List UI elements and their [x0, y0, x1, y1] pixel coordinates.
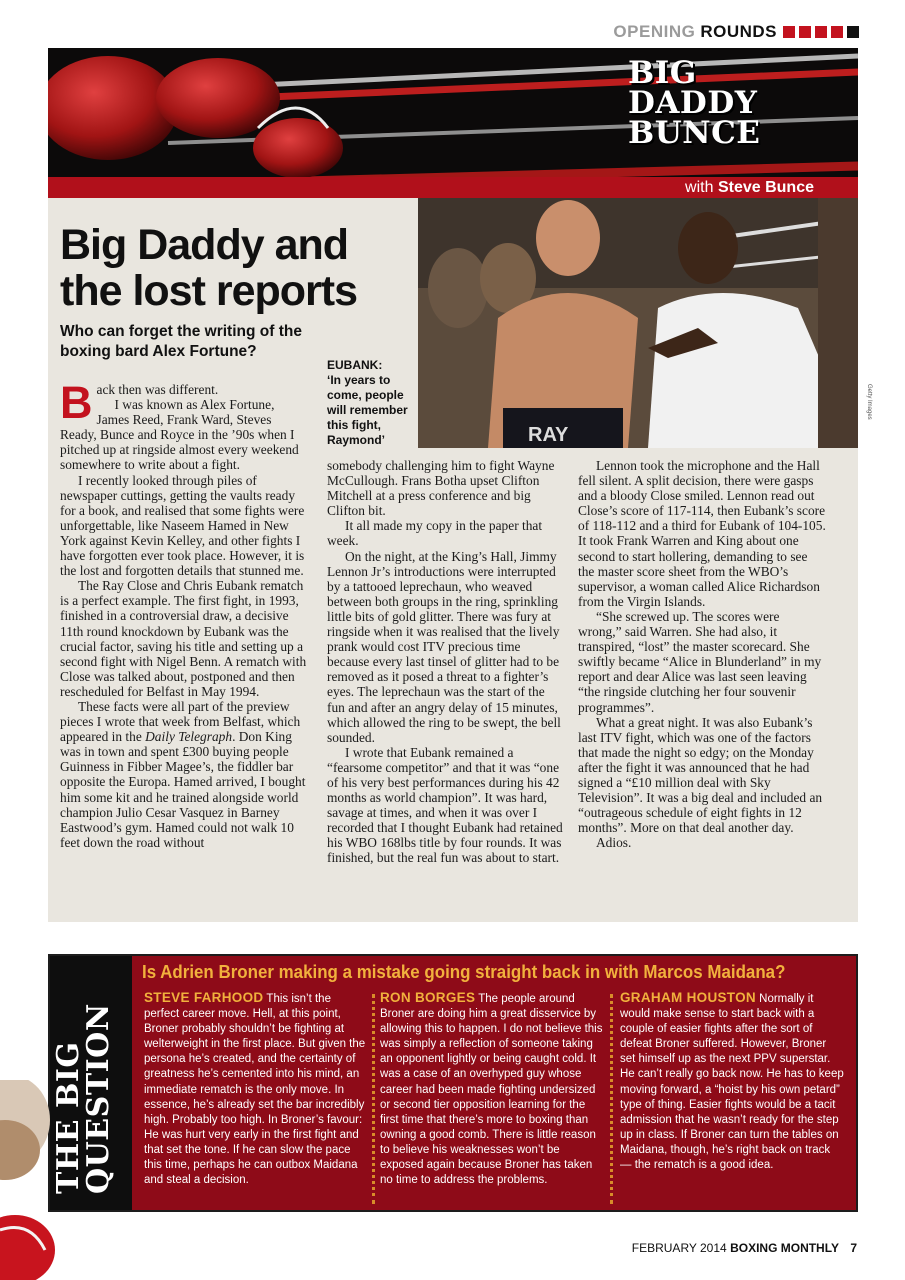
photo-credit: Getty Images [866, 384, 872, 420]
article-paragraph: somebody challenging him to fight Wayne McCullough. Frans Botha upset Clifton Mitchell at a press conference and big Clifton bit. [327, 458, 555, 519]
article-paragraph: I was known as Alex Fortune, James Reed, Frank Ward, Steves Ready, Bunce and Royce in the ’90s when I pitched up at ringside almost every weekend somewhere to write about a fight. [60, 397, 299, 473]
answer-name: RON BORGES [380, 990, 476, 1005]
page-number: 7 [850, 1241, 857, 1255]
article-standfirst: Who can forget the writing of the boxing bard Alex Fortune? [60, 323, 302, 360]
article-paragraph: The Ray Close and Chris Eubank rematch is a perfect example. The first fight, in 1993, finished in a controversial draw, a decisive 11th round knockdown by Eubank was the crucial factor, saving his title and setting up a second fight with Nigel Benn. A rematch with Close was talked about, postponed and then rescheduled for Belfast in May 1994. [60, 578, 307, 699]
byline [685, 177, 814, 199]
article-paragraph: I wrote that Eubank remained a “fearsome competitor” and that it was “one of his very best performances during his 42 months as world champion”. It was hard, savage at times, and when it was over I recorded that I thought Eubank had retained his WBO 168lbs title by four rounds. It was finished, but the real fun was about to start. [327, 744, 563, 866]
section-prefix: OPENING [613, 22, 696, 41]
caption-quote: ‘In years to come, people will remember this fight, Raymond’ [327, 373, 408, 447]
big-question-title-line: THE BIG [51, 1041, 86, 1194]
answer-name: STEVE FARHOOD [144, 990, 264, 1005]
article-column-1 [60, 377, 308, 850]
byline-bar [48, 177, 858, 199]
article-column-3 [578, 458, 826, 850]
article-paragraph: On the night, at the King’s Hall, Jimmy Lennon Jr’s introductions were interrupted by a tattooed leprechaun, who weaved between both groups in the ring, sprinkling little bits of gold glitter. There was fury at ringside when it was realised that the lively prank would cost ITV precious time because every last tinsel of glitter had to be removed as it posed a threat to a fighter’s eyes. The leprechaun was the start of the fun and after an angry delay of 15 minutes, which allowed the ring to be swept, the bell sounded. [327, 548, 561, 745]
paragraph-text: These facts were all part of the preview pieces I wrote that week from Belfast, which appeared in the [60, 698, 301, 745]
big-question-text: Is Adrien Broner making a mistake going straight back in with Marcos Maidana? [142, 962, 786, 982]
answer-text: This isn’t the perfect career move. Hell, at this point, Broner probably shouldn’t be fighting at welterweight in the first place. But given the persona he’s created, and the certainty of greatness he’s cemented into his mind, an immediate rematch is the only move. In essence, he’s already set the bar incredibly high. Probably too high. In Broner’s favour: He was hurt very early in the first fight and that set the tone. If he can slow the pace this time, perhaps he can outbox Maidana and steal a decision. [144, 993, 366, 1187]
answer-text: The people around Broner are doing him a great disservice by allowing this to happen. I do not believe this was simply a reflection of someone taking an opponent lightly or being caught cold. It was a case of an overhyped guy whose career had been made fighting undersized or second tier opposition learning for the first time that there’s more to boxing than owning a good comb. There is little reason to believe his weaknesses won’t be exposed again because Broner has taken no time to address the problems. [380, 993, 603, 1187]
footer-date: FEBRUARY 2014 [631, 1241, 727, 1255]
section-square [783, 26, 795, 38]
photo-caption [327, 358, 417, 448]
section-squares [783, 26, 859, 38]
article-paragraph: It all made my copy in the paper that week. [327, 518, 543, 549]
boxers-photo-image [418, 198, 858, 448]
boxers-photo [418, 198, 858, 448]
answer-name: GRAHAM HOUSTON [620, 990, 756, 1005]
column-title-line: BIG [628, 55, 697, 91]
dropcap: B [60, 377, 93, 428]
dotted-divider [372, 994, 375, 1204]
answer-farhood [144, 990, 368, 1188]
article-column-2 [327, 458, 563, 866]
section-tag [613, 22, 859, 42]
big-question-side [50, 956, 132, 1210]
column-title-line: DADDY [628, 85, 758, 121]
page-footer [632, 1241, 857, 1255]
big-question-title-line: QUESTION [81, 1003, 116, 1194]
column-banner [48, 48, 858, 198]
answer-houston [620, 990, 844, 1173]
caption-label: EUBANK: [327, 358, 383, 372]
paragraph-text: . Don King was in town and spent £300 buying people Guinness in Fibber Magee’s, the fiddler bar opposite the Europa. Hamed arrived, I bought him some kit and he trained alongside world champion Julio Cesar Vasquez in Barney Eastwood’s gym. Hamed could not walk 10 feet down the road without [60, 729, 306, 850]
corner-glove-image [0, 1080, 60, 1280]
article-paragraph: “She screwed up. The scores were wrong,” said Warren. She had also, it transpired, “lost” the master scorecard. She swiftly became “Alice in Blunderland” in my report and dear Alice was last seen leaving “the ringside clutching her four souvenir programmes”. [578, 608, 822, 715]
section-name: ROUNDS [700, 22, 777, 41]
dotted-divider [610, 994, 613, 1204]
byline-name: Steve Bunce [717, 179, 814, 196]
headline-line: Big Daddy and [60, 221, 349, 269]
article-paragraph: What a great night. It was also Eubank’s last ITV fight, which was one of the factors that made the night so edgy; on the Monday after the fight it was announced that he had signed a “£10 million deal with Sky Television”. It was a big deal and included an “outrageous schedule of eight fights in 12 months”. More on that deal another day. [578, 714, 823, 836]
article-paragraph [60, 377, 308, 428]
article-paragraph: I recently looked through piles of newspaper cuttings, getting the vaults ready for a book, and realised that some fights were unforgettable, like Naseem Hamed in New York against Kevin Kelley, and other fights I have forgotten ever took place. However, it is the lost and forgotten details that stunned me. [60, 472, 305, 579]
big-question-panel [48, 954, 858, 1212]
big-question-title [51, 974, 116, 1194]
column-title-line: BUNCE [628, 115, 761, 151]
answer-text: Normally it would make sense to start back with a couple of easier fights after the sort of defeat Broner suffered. However, Broner set himself up as the next PPV superstar. He can’t really go back now. He has to keep moving forward, a “hoist by his own petard” type of thing. Easier fights would be a tacit admission that he wasn’t ready for the step up in class. If Broner can turn the tables on Maidana, though, he’s right back on track — the rematch is a good idea. [620, 993, 844, 1172]
trunks-text: RAY [528, 424, 569, 446]
section-square [815, 26, 827, 38]
section-square [831, 26, 843, 38]
footer-magazine: BOXING MONTHLY [730, 1241, 839, 1255]
column-title [628, 55, 778, 151]
article-paragraph: Lennon took the microphone and the Hall fell silent. A split decision, there were gasps and a bloody Close smiled. Lennon read out Close’s score of 117-114, then Eubank’s score of 118-112 and a third for Eubank of 104-105. It took Frank Warren and King about one second to start hollering, demanding to see the master score sheet from the WBO’s supervisor, a woman called Alice Richardson from the Virgin Islands. [578, 458, 826, 609]
article-paragraph [60, 699, 308, 850]
section-square [799, 26, 811, 38]
paragraph-text: ack then was different. [96, 382, 219, 397]
headline-line: the lost reports [60, 267, 357, 315]
answer-borges [380, 990, 604, 1188]
publication-name: Daily Telegraph [145, 729, 233, 745]
article-paragraph: Adios. [596, 835, 632, 851]
article-headline [60, 222, 410, 314]
byline-prefix: with [685, 179, 714, 196]
section-square [847, 26, 859, 38]
